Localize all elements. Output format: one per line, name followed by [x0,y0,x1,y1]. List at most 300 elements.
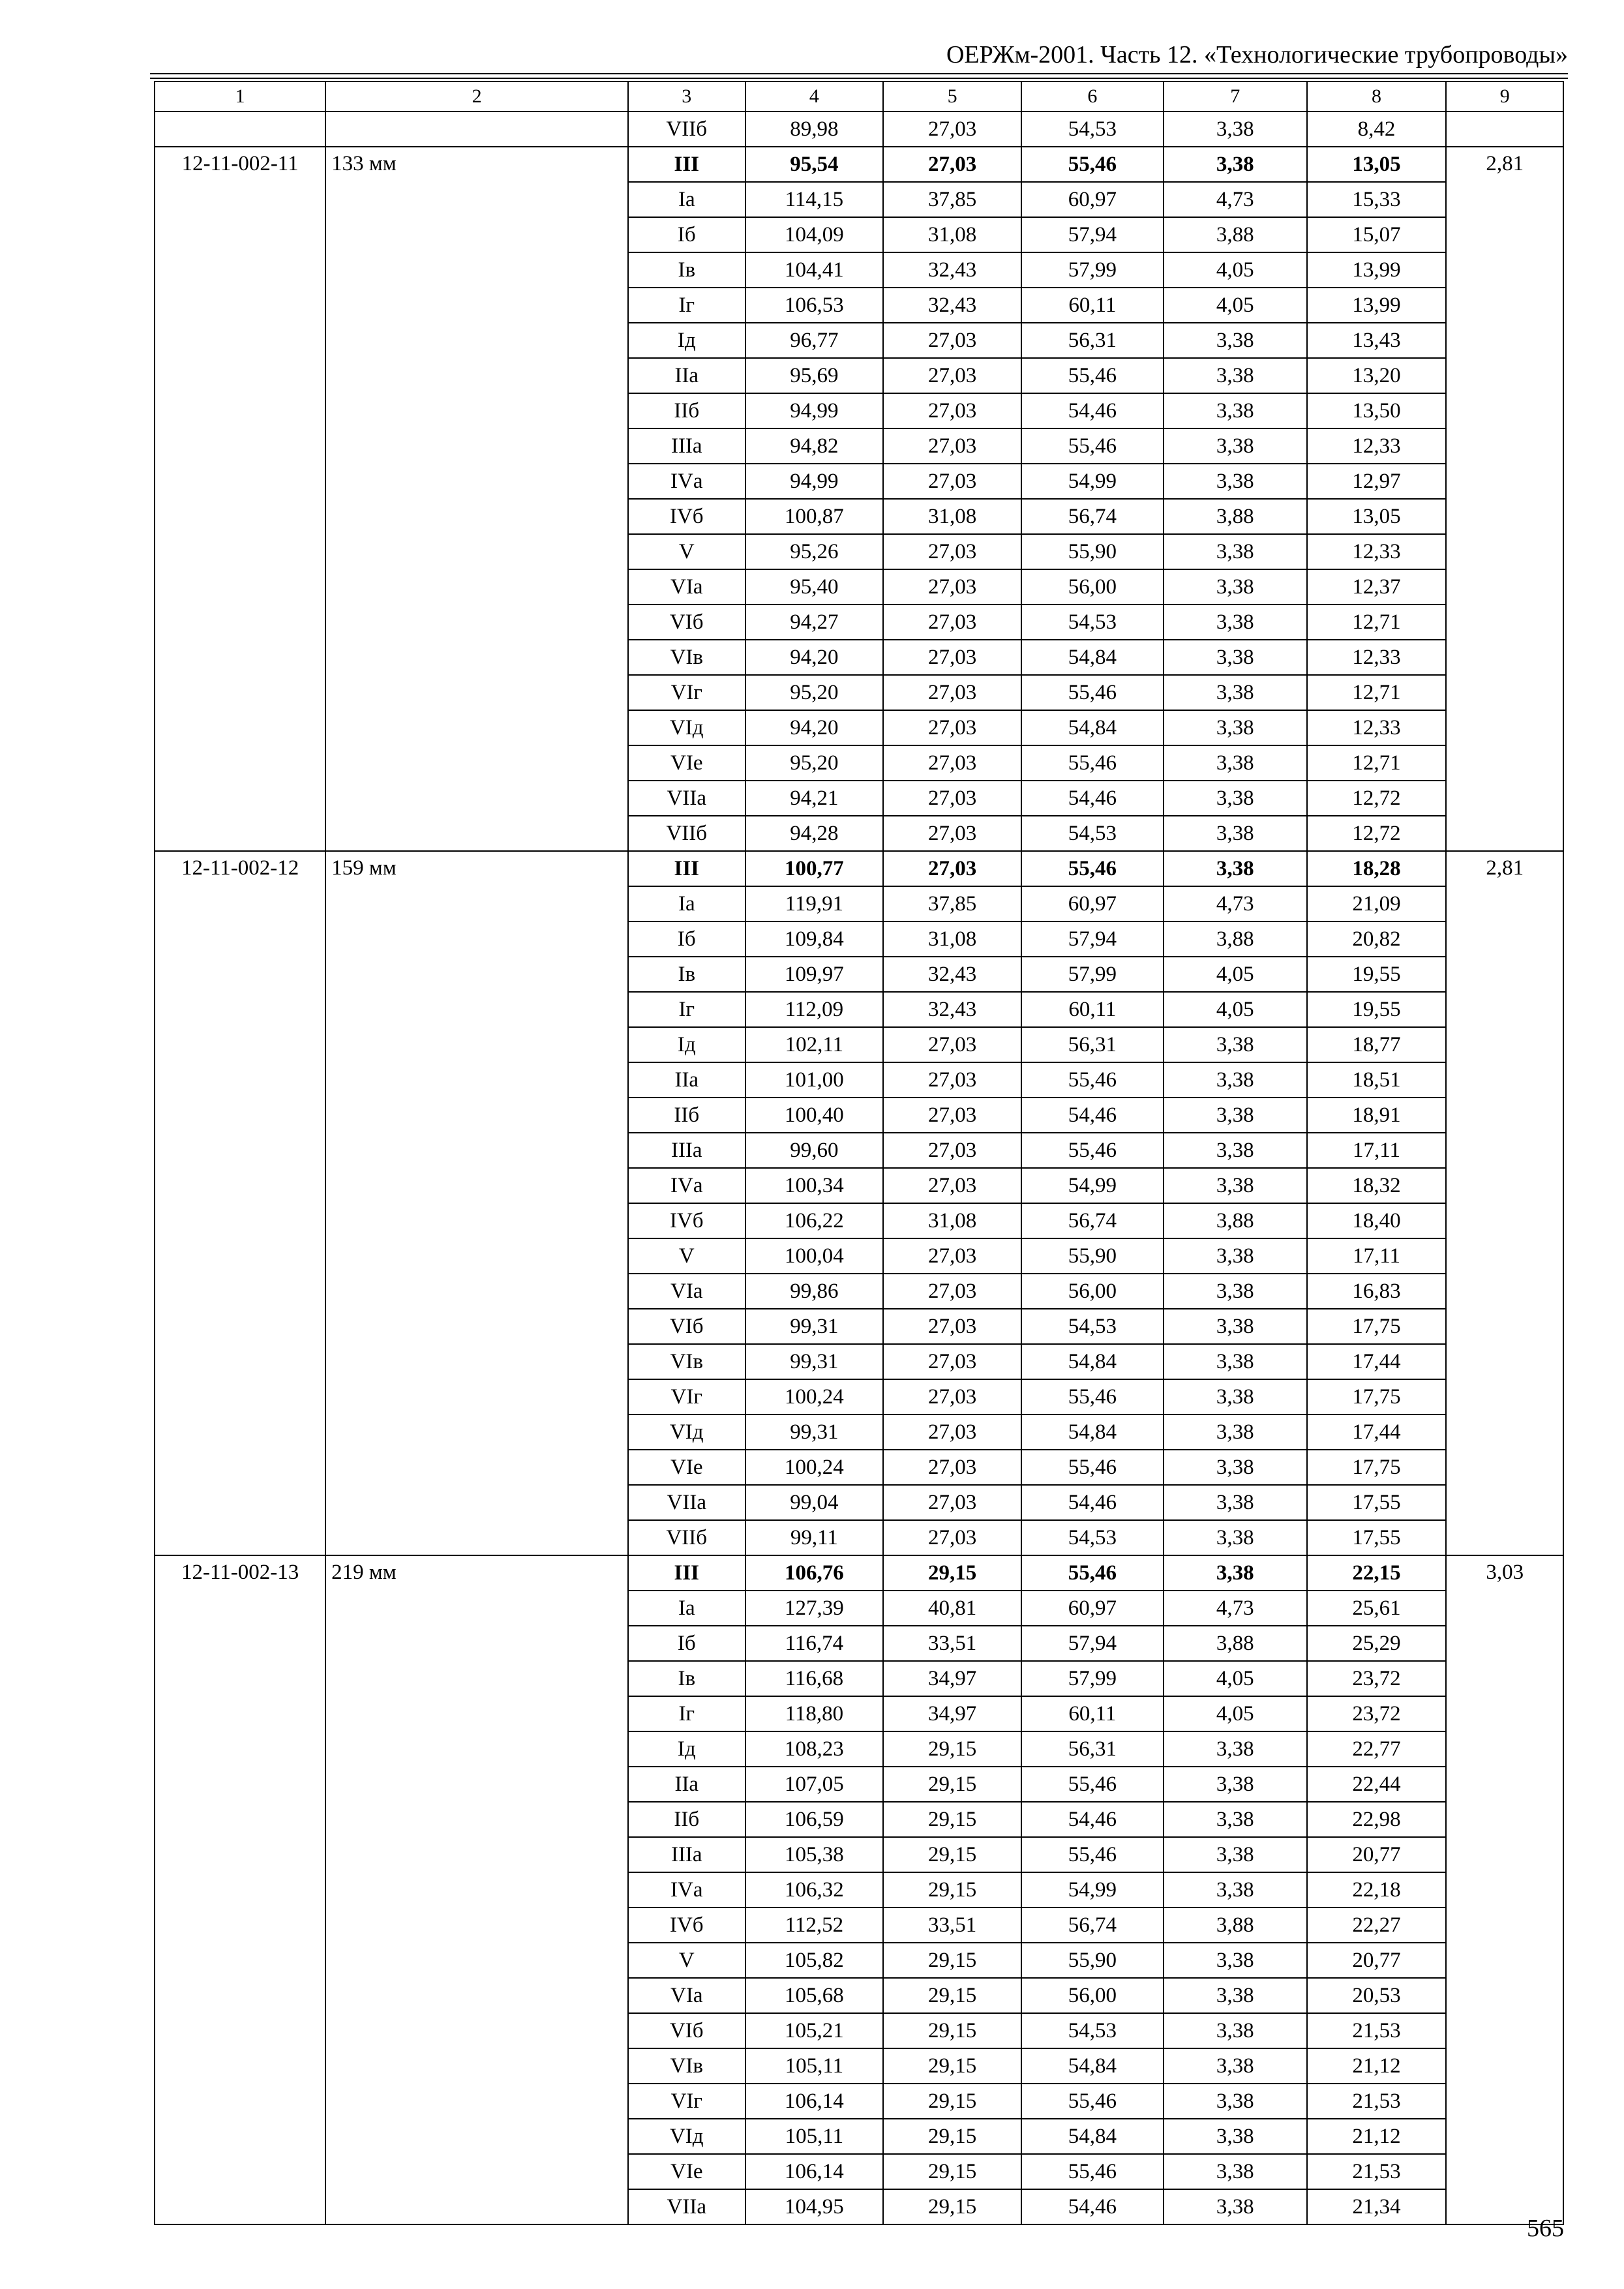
value-cell: 106,14 [745,2154,884,2189]
cell-col9-empty [1446,112,1563,147]
value-cell: 18,51 [1307,1062,1447,1098]
header-rule [150,73,1568,74]
value-cell: 29,15 [883,1978,1021,2013]
value-cell: 104,95 [745,2189,884,2224]
value-cell: 12,37 [1307,569,1447,605]
value-cell: 99,31 [745,1309,884,1344]
column-number: 9 [1446,82,1563,112]
column-number: 7 [1164,82,1307,112]
value-cell: 3,38 [1164,2154,1307,2189]
value-cell: 54,46 [1021,781,1164,816]
value-cell: 22,15 [1307,1555,1447,1591]
cell-name-empty [325,112,628,147]
value-cell: 27,03 [883,1344,1021,1379]
value-cell: 114,15 [745,182,884,217]
value-cell: 4,05 [1164,288,1307,323]
value-cell: 27,03 [883,1238,1021,1274]
value-cell: 3,38 [1164,1520,1307,1555]
value-cell: 60,11 [1021,288,1164,323]
value-cell: 3,38 [1164,1414,1307,1450]
value-cell: 22,18 [1307,1872,1447,1908]
zone-cell: Iв [628,957,745,992]
value-cell: 94,99 [745,393,884,428]
value-cell: 13,50 [1307,393,1447,428]
value-cell: 4,73 [1164,886,1307,921]
value-cell: 54,99 [1021,1168,1164,1203]
value-cell: 18,32 [1307,1168,1447,1203]
value-cell: 3,38 [1164,428,1307,464]
value-cell: 3,38 [1164,1872,1307,1908]
value-cell: 54,84 [1021,2048,1164,2084]
zone-cell: Iг [628,992,745,1027]
zone-cell: IVа [628,1168,745,1203]
value-cell: 3,38 [1164,1767,1307,1802]
value-cell: 54,99 [1021,1872,1164,1908]
page-number: 565 [1527,2215,1564,2242]
value-cell: 3,38 [1164,464,1307,499]
value-cell: 27,03 [883,1309,1021,1344]
zone-cell: VIе [628,745,745,781]
value-cell: 94,28 [745,816,884,851]
zone-cell: III [628,851,745,886]
value-cell: 17,11 [1307,1133,1447,1168]
table-cell: 3,38 [1164,112,1307,147]
value-cell: 27,03 [883,1098,1021,1133]
value-cell: 29,15 [883,2048,1021,2084]
zone-cell: Iа [628,182,745,217]
column-number: 5 [883,82,1021,112]
zone-cell: IIIа [628,1133,745,1168]
value-cell: 21,09 [1307,886,1447,921]
value-cell: 100,87 [745,499,884,534]
value-cell: 22,44 [1307,1767,1447,1802]
value-cell: 29,15 [883,2189,1021,2224]
value-cell: 27,03 [883,1485,1021,1520]
value-cell: 3,88 [1164,1626,1307,1661]
value-cell: 21,53 [1307,2084,1447,2119]
value-cell: 109,84 [745,921,884,957]
column-number: 3 [628,82,745,112]
value-cell: 94,20 [745,710,884,745]
value-cell: 55,46 [1021,675,1164,710]
value-cell: 21,12 [1307,2048,1447,2084]
value-cell: 3,38 [1164,2013,1307,2048]
value-cell: 3,38 [1164,1062,1307,1098]
value-cell: 18,91 [1307,1098,1447,1133]
value-cell: 27,03 [883,1062,1021,1098]
value-cell: 54,46 [1021,393,1164,428]
zone-cell: V [628,534,745,569]
value-cell: 109,97 [745,957,884,992]
value-cell: 13,43 [1307,323,1447,358]
zone-cell: VIд [628,1414,745,1450]
value-cell: 3,38 [1164,640,1307,675]
value-cell: 55,90 [1021,534,1164,569]
zone-cell: VIб [628,1309,745,1344]
value-cell: 21,53 [1307,2013,1447,2048]
value-cell: 3,38 [1164,147,1307,182]
value-cell: 27,03 [883,569,1021,605]
value-cell: 3,38 [1164,675,1307,710]
value-cell: 3,38 [1164,2119,1307,2154]
table-row [155,1555,1563,1591]
column-number: 4 [745,82,884,112]
value-cell: 55,46 [1021,147,1164,182]
value-cell: 32,43 [883,992,1021,1027]
pipe-diameter: 133 мм [325,147,628,851]
value-cell: 54,53 [1021,2013,1164,2048]
value-cell: 29,15 [883,1731,1021,1767]
value-cell: 4,73 [1164,182,1307,217]
value-cell: 27,03 [883,534,1021,569]
value-cell: 3,88 [1164,499,1307,534]
pipe-diameter: 219 мм [325,1555,628,2224]
value-cell: 105,82 [745,1943,884,1978]
value-cell: 54,84 [1021,1414,1164,1450]
value-cell: 17,44 [1307,1344,1447,1379]
value-cell: 29,15 [883,1767,1021,1802]
value-cell: 57,94 [1021,217,1164,252]
value-cell: 27,03 [883,1133,1021,1168]
value-cell: 94,27 [745,605,884,640]
value-cell: 3,38 [1164,2189,1307,2224]
page-header: ОЕРЖм-2001. Часть 12. «Технологические трубопроводы» [946,41,1568,68]
labor-cost: 2,81 [1446,851,1563,1555]
value-cell: 29,15 [883,2084,1021,2119]
value-cell: 3,38 [1164,1555,1307,1591]
value-cell: 17,55 [1307,1520,1447,1555]
value-cell: 29,15 [883,1555,1021,1591]
column-number: 1 [155,82,325,112]
value-cell: 100,40 [745,1098,884,1133]
zone-cell: IIа [628,1062,745,1098]
value-cell: 100,34 [745,1168,884,1203]
zone-cell: VIд [628,710,745,745]
value-cell: 17,11 [1307,1238,1447,1274]
value-cell: 12,33 [1307,428,1447,464]
zone-cell: IIIа [628,428,745,464]
value-cell: 100,04 [745,1238,884,1274]
labor-cost: 2,81 [1446,147,1563,851]
value-cell: 102,11 [745,1027,884,1062]
value-cell: 55,90 [1021,1943,1164,1978]
value-cell: 4,05 [1164,957,1307,992]
value-cell: 3,38 [1164,1731,1307,1767]
value-cell: 60,11 [1021,1696,1164,1731]
value-cell: 56,31 [1021,1027,1164,1062]
value-cell: 3,38 [1164,1450,1307,1485]
header-rule-lower [150,78,1568,79]
value-cell: 95,20 [745,745,884,781]
value-cell: 23,72 [1307,1696,1447,1731]
value-cell: 13,20 [1307,358,1447,393]
value-cell: 55,46 [1021,1379,1164,1414]
zone-cell: VIб [628,2013,745,2048]
value-cell: 12,33 [1307,534,1447,569]
value-cell: 3,38 [1164,1485,1307,1520]
value-cell: 17,75 [1307,1450,1447,1485]
value-cell: 55,46 [1021,1767,1164,1802]
value-cell: 55,46 [1021,1062,1164,1098]
rate-code: 12-11-002-13 [155,1555,325,2224]
value-cell: 34,97 [883,1661,1021,1696]
value-cell: 31,08 [883,217,1021,252]
value-cell: 27,03 [883,147,1021,182]
value-cell: 27,03 [883,1520,1021,1555]
value-cell: 54,53 [1021,1309,1164,1344]
value-cell: 60,11 [1021,992,1164,1027]
zone-cell: Iб [628,1626,745,1661]
zone-cell: IIа [628,1767,745,1802]
value-cell: 12,72 [1307,781,1447,816]
value-cell: 105,38 [745,1837,884,1872]
zone-cell: VIв [628,2048,745,2084]
value-cell: 3,38 [1164,781,1307,816]
value-cell: 127,39 [745,1591,884,1626]
value-cell: 25,61 [1307,1591,1447,1626]
value-cell: 106,59 [745,1802,884,1837]
value-cell: 3,38 [1164,1027,1307,1062]
value-cell: 55,46 [1021,428,1164,464]
value-cell: 55,46 [1021,745,1164,781]
value-cell: 18,77 [1307,1027,1447,1062]
value-cell: 56,74 [1021,1203,1164,1238]
zone-cell: VIIб [628,816,745,851]
value-cell: 119,91 [745,886,884,921]
table-cell: 27,03 [883,112,1021,147]
value-cell: 27,03 [883,605,1021,640]
labor-cost: 3,03 [1446,1555,1563,2224]
value-cell: 27,03 [883,816,1021,851]
value-cell: 31,08 [883,499,1021,534]
value-cell: 96,77 [745,323,884,358]
zone-cell: Iг [628,1696,745,1731]
value-cell: 55,46 [1021,2084,1164,2119]
value-cell: 56,00 [1021,1274,1164,1309]
value-cell: 54,53 [1021,816,1164,851]
zone-cell: IVб [628,499,745,534]
value-cell: 56,31 [1021,323,1164,358]
value-cell: 27,03 [883,1168,1021,1203]
value-cell: 23,72 [1307,1661,1447,1696]
zone-cell: Iв [628,252,745,288]
column-number: 2 [325,82,628,112]
value-cell: 12,33 [1307,710,1447,745]
value-cell: 105,11 [745,2119,884,2154]
value-cell: 55,46 [1021,358,1164,393]
value-cell: 116,68 [745,1661,884,1696]
value-cell: 3,38 [1164,745,1307,781]
value-cell: 55,46 [1021,1450,1164,1485]
value-cell: 3,38 [1164,816,1307,851]
value-cell: 15,07 [1307,217,1447,252]
value-cell: 29,15 [883,1872,1021,1908]
zone-cell: VIа [628,1978,745,2013]
value-cell: 95,54 [745,147,884,182]
value-cell: 33,51 [883,1626,1021,1661]
value-cell: 57,94 [1021,921,1164,957]
value-cell: 3,38 [1164,2084,1307,2119]
value-cell: 37,85 [883,182,1021,217]
value-cell: 100,24 [745,1379,884,1414]
value-cell: 107,05 [745,1767,884,1802]
value-cell: 12,97 [1307,464,1447,499]
zone-cell: IIб [628,1098,745,1133]
value-cell: 3,38 [1164,1379,1307,1414]
value-cell: 99,60 [745,1133,884,1168]
value-cell: 27,03 [883,675,1021,710]
value-cell: 3,38 [1164,1168,1307,1203]
value-cell: 54,84 [1021,640,1164,675]
value-cell: 60,97 [1021,886,1164,921]
value-cell: 32,43 [883,288,1021,323]
value-cell: 12,72 [1307,816,1447,851]
zone-cell: Iд [628,1731,745,1767]
zone-cell: Iд [628,1027,745,1062]
value-cell: 31,08 [883,1203,1021,1238]
value-cell: 4,73 [1164,1591,1307,1626]
value-cell: 3,38 [1164,323,1307,358]
zone-cell: VIIа [628,781,745,816]
table-cell: 54,53 [1021,112,1164,147]
value-cell: 27,03 [883,1027,1021,1062]
zone-cell: VIа [628,569,745,605]
value-cell: 4,05 [1164,252,1307,288]
value-cell: 27,03 [883,745,1021,781]
value-cell: 19,55 [1307,992,1447,1027]
value-cell: 27,03 [883,781,1021,816]
value-cell: 54,99 [1021,464,1164,499]
table-cell: 89,98 [745,112,884,147]
value-cell: 3,38 [1164,851,1307,886]
value-cell: 4,05 [1164,992,1307,1027]
zone-cell: Iб [628,921,745,957]
value-cell: 106,14 [745,2084,884,2119]
zone-cell: IVа [628,1872,745,1908]
value-cell: 3,38 [1164,393,1307,428]
value-cell: 13,05 [1307,499,1447,534]
value-cell: 3,38 [1164,358,1307,393]
value-cell: 94,21 [745,781,884,816]
zone-cell: Iб [628,217,745,252]
zone-cell: VIв [628,1344,745,1379]
value-cell: 99,31 [745,1344,884,1379]
value-cell: 15,33 [1307,182,1447,217]
value-cell: 4,05 [1164,1661,1307,1696]
value-cell: 27,03 [883,323,1021,358]
table-row [155,147,1563,182]
value-cell: 3,38 [1164,1098,1307,1133]
value-cell: 16,83 [1307,1274,1447,1309]
value-cell: 3,38 [1164,1344,1307,1379]
value-cell: 3,38 [1164,1238,1307,1274]
value-cell: 12,71 [1307,745,1447,781]
value-cell: 54,53 [1021,605,1164,640]
value-cell: 3,88 [1164,921,1307,957]
rates-table [154,81,1564,2225]
value-cell: 3,38 [1164,2048,1307,2084]
value-cell: 21,12 [1307,2119,1447,2154]
value-cell: 17,75 [1307,1379,1447,1414]
value-cell: 104,41 [745,252,884,288]
zone-cell: IIIа [628,1837,745,1872]
value-cell: 3,88 [1164,1203,1307,1238]
value-cell: 57,99 [1021,1661,1164,1696]
value-cell: 55,90 [1021,1238,1164,1274]
zone-cell: VIIа [628,2189,745,2224]
value-cell: 95,40 [745,569,884,605]
value-cell: 27,03 [883,640,1021,675]
value-cell: 56,31 [1021,1731,1164,1767]
value-cell: 100,77 [745,851,884,886]
value-cell: 13,99 [1307,288,1447,323]
value-cell: 54,46 [1021,1802,1164,1837]
value-cell: 29,15 [883,1837,1021,1872]
value-cell: 25,29 [1307,1626,1447,1661]
value-cell: 94,20 [745,640,884,675]
zone-cell: VIе [628,1450,745,1485]
value-cell: 56,00 [1021,1978,1164,2013]
zone-cell: Iа [628,1591,745,1626]
value-cell: 27,03 [883,428,1021,464]
value-cell: 20,82 [1307,921,1447,957]
value-cell: 108,23 [745,1731,884,1767]
cell-code-empty [155,112,325,147]
value-cell: 55,46 [1021,1837,1164,1872]
value-cell: 3,38 [1164,1978,1307,2013]
value-cell: 22,77 [1307,1731,1447,1767]
value-cell: 13,05 [1307,147,1447,182]
zone-cell: VIб [628,605,745,640]
value-cell: 12,71 [1307,605,1447,640]
value-cell: 3,38 [1164,605,1307,640]
value-cell: 19,55 [1307,957,1447,992]
value-cell: 56,00 [1021,569,1164,605]
value-cell: 54,53 [1021,1520,1164,1555]
rate-code: 12-11-002-12 [155,851,325,1555]
zone-cell: VIв [628,640,745,675]
value-cell: 106,32 [745,1872,884,1908]
zone-cell: III [628,147,745,182]
rate-code: 12-11-002-11 [155,147,325,851]
value-cell: 3,38 [1164,1309,1307,1344]
value-cell: 17,55 [1307,1485,1447,1520]
value-cell: 29,15 [883,2154,1021,2189]
zone-cell: VIа [628,1274,745,1309]
value-cell: 112,52 [745,1908,884,1943]
value-cell: 99,04 [745,1485,884,1520]
value-cell: 56,74 [1021,1908,1164,1943]
value-cell: 95,20 [745,675,884,710]
value-cell: 29,15 [883,2013,1021,2048]
value-cell: 106,22 [745,1203,884,1238]
value-cell: 18,28 [1307,851,1447,886]
value-cell: 32,43 [883,957,1021,992]
value-cell: 106,76 [745,1555,884,1591]
value-cell: 60,97 [1021,1591,1164,1626]
table-row [155,851,1563,886]
value-cell: 54,46 [1021,1098,1164,1133]
value-cell: 27,03 [883,1274,1021,1309]
value-cell: 99,11 [745,1520,884,1555]
zone-cell: IIа [628,358,745,393]
value-cell: 18,40 [1307,1203,1447,1238]
zone-cell: VIIб [628,1520,745,1555]
value-cell: 3,38 [1164,1837,1307,1872]
value-cell: 12,71 [1307,675,1447,710]
value-cell: 95,69 [745,358,884,393]
value-cell: 60,97 [1021,182,1164,217]
